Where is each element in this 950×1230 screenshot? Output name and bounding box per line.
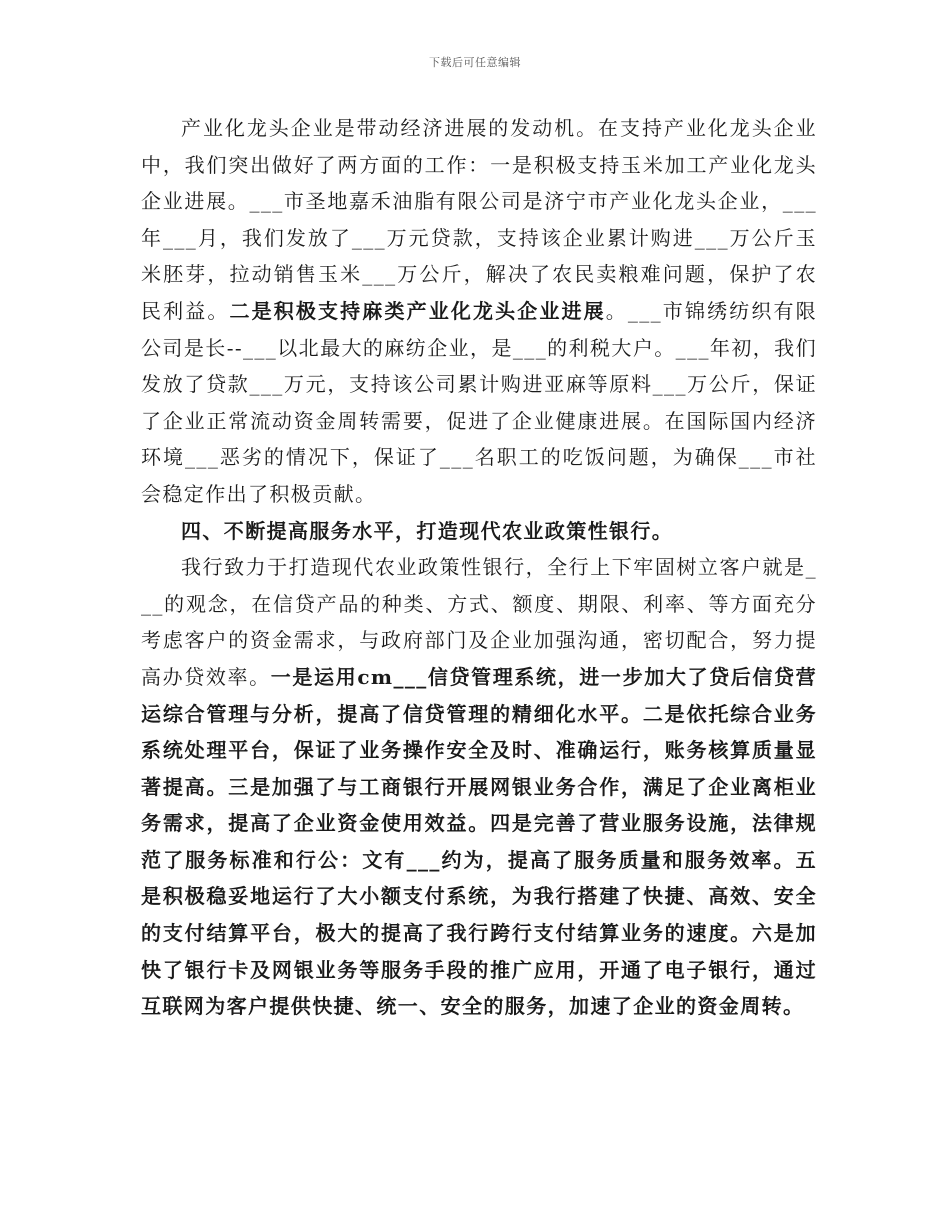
text-span: 。___市锦绣纺织有限公司是长--___以北最大的麻纺企业，是___的利税大户。___年初，我们发放了贷款___万元，支持该公司累计购进亚麻等原料___万公斤，保证了企业正常流动资金周转需要，促进了企业健康进展。在国际国内经济环境___恶劣的情况下，保证了___名职工的吃饭问题，为确保___市社会稳定作出了积极贡献。 [141, 298, 817, 506]
page-header-note: 下载后可任意编辑 [429, 56, 521, 69]
text-span: 产业化龙头企业是带动经济进展的发动机。在支持产业化龙头企业中，我们突出做好了两方面的工作：一是积极支持玉米加工产业化龙头企业进展。___市圣地嘉禾油脂有限公司是济宁市产业化龙头企业，___年___月，我们发放了___万元贷款，支持该企业累计购进___万公斤玉米胚芽，拉动销售玉米___万公斤，解决了农民卖粮难问题，保护了农民利益。 [141, 116, 817, 323]
document-body [141, 110, 817, 1025]
bold-text-span: 二是积极支持麻类产业化龙头企业进展 [229, 298, 606, 323]
paragraph-service-level [141, 549, 817, 1025]
text-span: 我行致力于打造现代农业政策性银行，全行上下牢固树立客户就是___的观念，在信贷产品的种类、方式、额度、期限、利率、等方面充分考虑客户的资金需求，与政府部门及企业加强沟通，密切配合，努力提高办贷效率。 [141, 555, 817, 689]
section-heading-four [141, 513, 817, 550]
heading-text: 四、不断提高服务水平，打造现代农业政策性银行。 [181, 518, 674, 543]
paragraph-dragon-head-enterprises [141, 110, 817, 513]
bold-text-span: 一是运用cm___信贷管理系统，进一步加大了贷后信贷营运综合管理与分析，提高了信贷管理的精细化水平。二是依托综合业务系统处理平台，保证了业务操作安全及时、准确运行，账务核算质量显著提高。三是加强了与工商银行开展网银业务合作，满足了企业离柜业务需求，提高了企业资金使用效益。四是完善了营业服务设施，法律规范了服务标准和行公：文有___约为，提高了服务质量和服务效率。五是积极稳妥地运行了大小额支付系统，为我行搭建了快捷、高效、安全的支付结算平台，极大的提高了我行跨行支付结算业务的速度。六是加快了银行卡及网银业务等服务手段的推广应用，开通了电子银行，通过互联网为客户提供快捷、统一、安全的服务，加速了企业的资金周转。 [141, 664, 818, 1019]
